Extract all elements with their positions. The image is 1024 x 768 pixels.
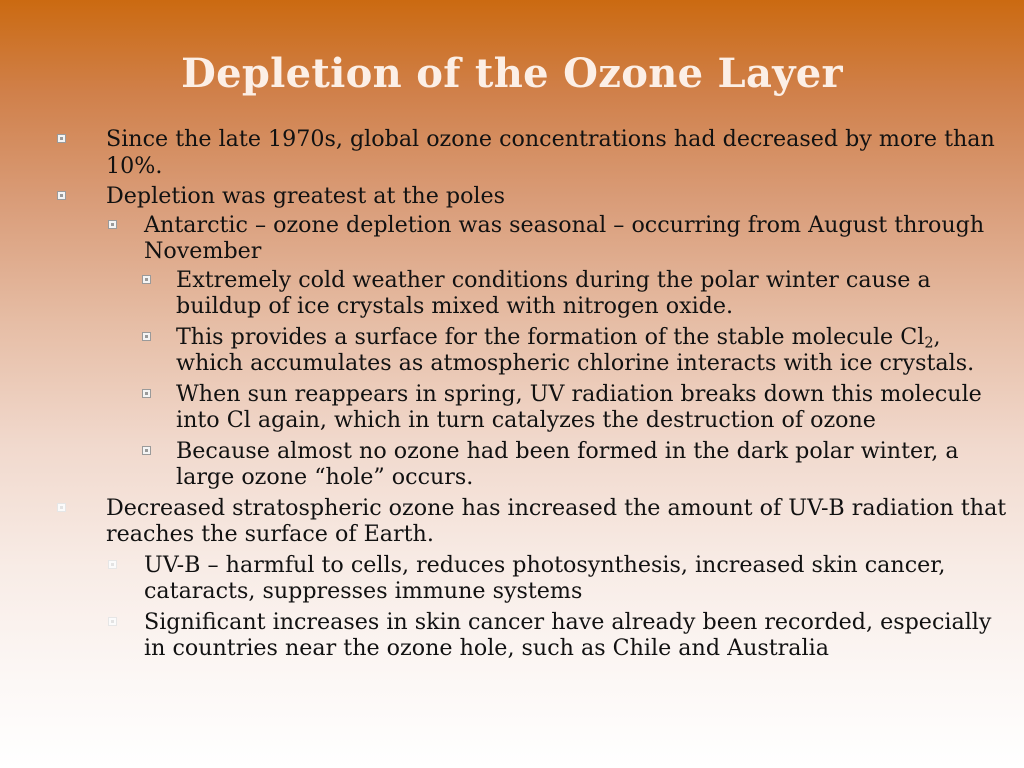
list-item [144, 609, 1010, 662]
square-bullet-icon [108, 617, 117, 626]
square-bullet-icon [57, 191, 66, 200]
bullet-text: Depletion was greatest at the poles [106, 183, 506, 209]
square-bullet-icon [108, 220, 117, 229]
list-item [176, 438, 1010, 491]
square-bullet-icon [57, 503, 66, 512]
list-item [106, 495, 1010, 548]
list-item [176, 267, 1010, 320]
list-item [106, 183, 1010, 210]
list-item [176, 324, 1010, 377]
square-bullet-icon [142, 332, 151, 341]
square-bullet-icon [57, 134, 66, 143]
square-bullet-icon [108, 560, 117, 569]
list-item [144, 552, 1010, 605]
bullet-text: Because almost no ozone had been formed in the dark polar winter, a large ozone “hole” occurs. [176, 437, 959, 490]
bullet-text: Significant increases in skin cancer have already been recorded, especially in countries near the ozone hole, such as Chile and Australia [144, 608, 992, 661]
bullet-text: When sun reappears in spring, UV radiation breaks down this molecule into Cl again, which in turn catalyzes the destruction of ozone [176, 380, 982, 433]
subscript-two: 2 [924, 335, 934, 352]
bullet-text: Antarctic – ozone depletion was seasonal – occurring from August through November [144, 211, 985, 264]
bullet-text-before-subscript: This provides a surface for the formation of the stable molecule Cl [176, 323, 925, 350]
list-item [106, 126, 1010, 179]
slide-title: Depletion of the Ozone Layer [181, 50, 843, 97]
square-bullet-icon [142, 389, 151, 398]
square-bullet-icon [142, 275, 151, 284]
square-bullet-icon [142, 446, 151, 455]
bullet-text: Since the late 1970s, global ozone concentrations had decreased by more than 10%. [106, 126, 995, 179]
bullet-text [176, 324, 1010, 377]
bullet-text-after-subscript: , which accumulates as atmospheric chlorine interacts with ice crystals. [176, 323, 975, 376]
bullet-text: Decreased stratospheric ozone has increased the amount of UV-B radiation that reaches the surface of Earth. [106, 494, 1007, 547]
bullet-text: Extremely cold weather conditions during the polar winter cause a buildup of ice crystals mixed with nitrogen oxide. [176, 266, 931, 319]
list-item [176, 381, 1010, 434]
list-item [144, 212, 1010, 265]
bullet-text: UV-B – harmful to cells, reduces photosynthesis, increased skin cancer, cataracts, suppresses immune systems [144, 551, 946, 604]
bullet-list [0, 126, 1010, 662]
